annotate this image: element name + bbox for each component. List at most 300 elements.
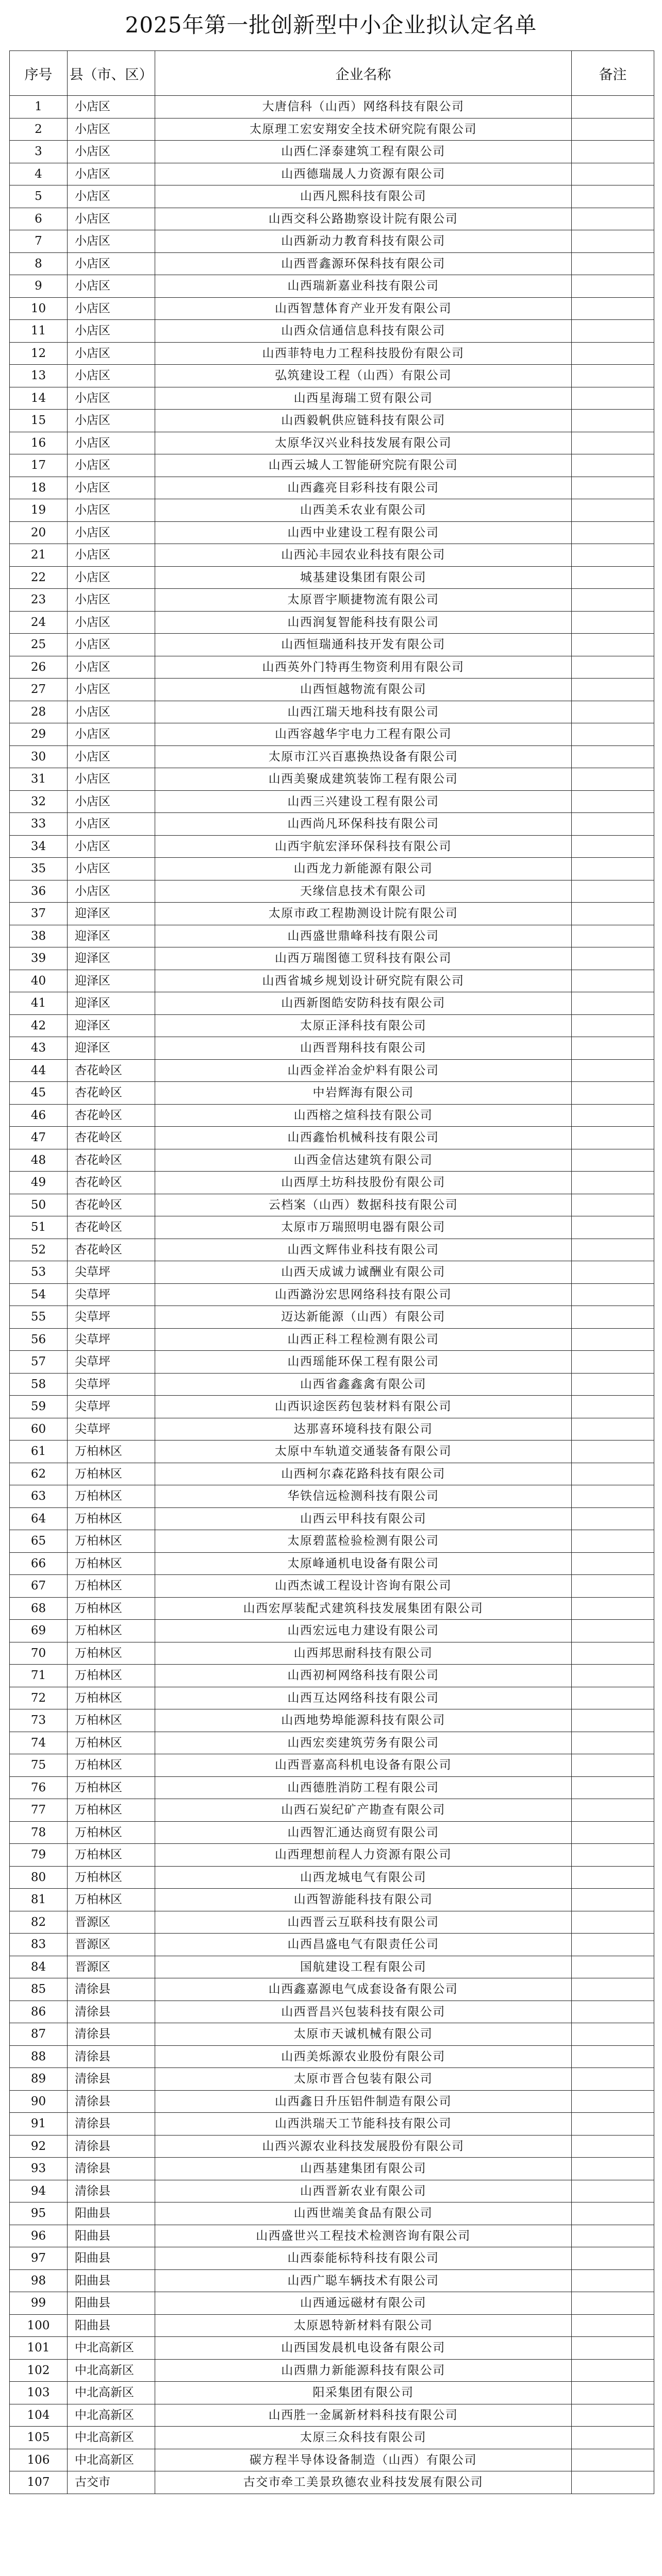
row-number: 88 bbox=[10, 2045, 68, 2068]
row-remark bbox=[572, 903, 654, 925]
row-remark bbox=[572, 2292, 654, 2315]
row-company-name: 山西英外门特再生物资利用有限公司 bbox=[155, 656, 572, 679]
row-county: 小店区 bbox=[68, 141, 155, 163]
row-remark bbox=[572, 1866, 654, 1889]
row-number: 40 bbox=[10, 970, 68, 992]
row-company-name: 太原中车轨道交通装备有限公司 bbox=[155, 1440, 572, 1463]
table-row bbox=[10, 2382, 654, 2404]
row-county: 万柏林区 bbox=[68, 1821, 155, 1844]
row-number: 94 bbox=[10, 2180, 68, 2202]
row-number: 69 bbox=[10, 1620, 68, 1642]
row-remark bbox=[572, 1687, 654, 1709]
row-company-name: 弘筑建设工程（山西）有限公司 bbox=[155, 365, 572, 387]
row-company-name: 山西尚凡环保科技有限公司 bbox=[155, 813, 572, 836]
row-county: 小店区 bbox=[68, 634, 155, 656]
row-number: 101 bbox=[10, 2337, 68, 2360]
row-number: 38 bbox=[10, 925, 68, 947]
row-county: 清徐县 bbox=[68, 2180, 155, 2202]
row-county: 小店区 bbox=[68, 208, 155, 230]
table-row bbox=[10, 835, 654, 858]
row-county: 小店区 bbox=[68, 185, 155, 208]
table-row bbox=[10, 1889, 654, 1911]
row-county: 万柏林区 bbox=[68, 1530, 155, 1553]
row-company-name: 山西新图皓安防科技有限公司 bbox=[155, 992, 572, 1015]
row-company-name: 太原市天诚机械有限公司 bbox=[155, 2023, 572, 2046]
row-company-name: 山西宏厚装配式建筑科技发展集团有限公司 bbox=[155, 1597, 572, 1620]
row-remark bbox=[572, 1104, 654, 1127]
table-row bbox=[10, 880, 654, 903]
row-county: 杏花岭区 bbox=[68, 1239, 155, 1261]
row-county: 万柏林区 bbox=[68, 1463, 155, 1485]
row-remark bbox=[572, 365, 654, 387]
table-row bbox=[10, 544, 654, 567]
row-county: 万柏林区 bbox=[68, 1687, 155, 1709]
row-county: 小店区 bbox=[68, 589, 155, 612]
row-county: 小店区 bbox=[68, 387, 155, 410]
row-county: 小店区 bbox=[68, 790, 155, 813]
row-company-name: 山西胜一金属新材料科技有限公司 bbox=[155, 2404, 572, 2427]
row-company-name: 山西毅帆供应链科技有限公司 bbox=[155, 410, 572, 432]
row-county: 清徐县 bbox=[68, 1978, 155, 2001]
table-row bbox=[10, 96, 654, 118]
row-county: 小店区 bbox=[68, 230, 155, 253]
row-remark bbox=[572, 2449, 654, 2471]
row-county: 迎泽区 bbox=[68, 1037, 155, 1060]
row-county: 尖草坪 bbox=[68, 1328, 155, 1351]
row-county: 尖草坪 bbox=[68, 1261, 155, 1284]
row-number: 36 bbox=[10, 880, 68, 903]
row-remark bbox=[572, 1934, 654, 1956]
row-remark bbox=[572, 1956, 654, 1978]
row-county: 万柏林区 bbox=[68, 1776, 155, 1799]
row-company-name: 山西众信通信息科技有限公司 bbox=[155, 320, 572, 343]
row-company-name: 山西智汇通达商贸有限公司 bbox=[155, 1821, 572, 1844]
row-county: 小店区 bbox=[68, 432, 155, 454]
row-company-name: 山西盛世兴工程技术检测咨询有限公司 bbox=[155, 2225, 572, 2247]
row-number: 68 bbox=[10, 1597, 68, 1620]
row-county: 杏花岭区 bbox=[68, 1082, 155, 1105]
row-remark bbox=[572, 2337, 654, 2360]
table-row bbox=[10, 1328, 654, 1351]
row-county: 尖草坪 bbox=[68, 1373, 155, 1396]
row-county: 阳曲县 bbox=[68, 2292, 155, 2315]
row-company-name: 山西鑫嘉源电气成套设备有限公司 bbox=[155, 1978, 572, 2001]
row-remark bbox=[572, 1911, 654, 1934]
row-remark bbox=[572, 410, 654, 432]
row-remark bbox=[572, 1306, 654, 1329]
row-number: 10 bbox=[10, 297, 68, 320]
row-county: 尖草坪 bbox=[68, 1306, 155, 1329]
row-remark bbox=[572, 1351, 654, 1374]
row-remark bbox=[572, 1261, 654, 1284]
table-row bbox=[10, 2404, 654, 2427]
row-county: 万柏林区 bbox=[68, 1754, 155, 1777]
row-company-name: 山西江瑞天地科技有限公司 bbox=[155, 701, 572, 723]
row-remark bbox=[572, 1620, 654, 1642]
table-row bbox=[10, 1216, 654, 1239]
row-number: 24 bbox=[10, 611, 68, 634]
row-company-name: 山西凡熙科技有限公司 bbox=[155, 185, 572, 208]
table-row bbox=[10, 2269, 654, 2292]
row-number: 8 bbox=[10, 252, 68, 275]
row-county: 小店区 bbox=[68, 320, 155, 343]
row-remark bbox=[572, 2247, 654, 2270]
row-company-name: 山西瑞新嘉业科技有限公司 bbox=[155, 275, 572, 298]
header-remark: 备注 bbox=[572, 51, 654, 96]
row-remark bbox=[572, 2135, 654, 2158]
row-number: 81 bbox=[10, 1889, 68, 1911]
row-remark bbox=[572, 1082, 654, 1105]
table-row bbox=[10, 1485, 654, 1508]
row-remark bbox=[572, 2314, 654, 2337]
table-row bbox=[10, 1687, 654, 1709]
row-company-name: 山西晋云互联科技有限公司 bbox=[155, 1911, 572, 1934]
table-row bbox=[10, 2471, 654, 2494]
row-remark bbox=[572, 1396, 654, 1418]
row-remark bbox=[572, 790, 654, 813]
row-remark bbox=[572, 992, 654, 1015]
row-remark bbox=[572, 1665, 654, 1687]
row-company-name: 达那喜环境科技有限公司 bbox=[155, 1418, 572, 1440]
row-remark bbox=[572, 163, 654, 185]
row-county: 小店区 bbox=[68, 521, 155, 544]
table-row bbox=[10, 947, 654, 970]
row-remark bbox=[572, 499, 654, 522]
row-number: 51 bbox=[10, 1216, 68, 1239]
row-company-name: 山西宇航宏泽环保科技有限公司 bbox=[155, 835, 572, 858]
table-row bbox=[10, 1575, 654, 1598]
row-county: 杏花岭区 bbox=[68, 1104, 155, 1127]
table-row bbox=[10, 1440, 654, 1463]
row-county: 小店区 bbox=[68, 252, 155, 275]
table-body bbox=[10, 96, 654, 2494]
row-county: 尖草坪 bbox=[68, 1396, 155, 1418]
row-county: 晋源区 bbox=[68, 1911, 155, 1934]
row-remark bbox=[572, 275, 654, 298]
row-remark bbox=[572, 1821, 654, 1844]
table-row bbox=[10, 432, 654, 454]
row-remark bbox=[572, 2427, 654, 2449]
row-number: 95 bbox=[10, 2202, 68, 2225]
table-row bbox=[10, 454, 654, 477]
row-company-name: 山西美禾农业有限公司 bbox=[155, 499, 572, 522]
row-county: 阳曲县 bbox=[68, 2314, 155, 2337]
row-remark bbox=[572, 521, 654, 544]
table-row bbox=[10, 1104, 654, 1127]
row-number: 20 bbox=[10, 521, 68, 544]
table-row bbox=[10, 1261, 654, 1284]
row-county: 万柏林区 bbox=[68, 1732, 155, 1754]
row-company-name: 太原市晋合包装有限公司 bbox=[155, 2068, 572, 2091]
row-county: 迎泽区 bbox=[68, 947, 155, 970]
row-remark bbox=[572, 1485, 654, 1508]
table-row bbox=[10, 521, 654, 544]
table-row bbox=[10, 1373, 654, 1396]
row-number: 47 bbox=[10, 1127, 68, 1149]
row-remark bbox=[572, 589, 654, 612]
row-company-name: 山西新动力教育科技有限公司 bbox=[155, 230, 572, 253]
table-row bbox=[10, 2359, 654, 2382]
row-company-name: 山西金祥冶金炉料有限公司 bbox=[155, 1059, 572, 1082]
table-row bbox=[10, 1418, 654, 1440]
row-number: 93 bbox=[10, 2158, 68, 2180]
row-company-name: 山西泰能标特科技有限公司 bbox=[155, 2247, 572, 2270]
row-company-name: 太原市万瑞照明电器有限公司 bbox=[155, 1216, 572, 1239]
row-remark bbox=[572, 297, 654, 320]
row-county: 杏花岭区 bbox=[68, 1149, 155, 1172]
row-number: 9 bbox=[10, 275, 68, 298]
row-county: 尖草坪 bbox=[68, 1283, 155, 1306]
row-company-name: 山西昌盛电气有限责任公司 bbox=[155, 1934, 572, 1956]
row-company-name: 山西洪瑞天工节能科技有限公司 bbox=[155, 2113, 572, 2136]
row-remark bbox=[572, 835, 654, 858]
table-row bbox=[10, 342, 654, 365]
row-company-name: 山西瑶能环保工程有限公司 bbox=[155, 1351, 572, 1374]
row-number: 57 bbox=[10, 1351, 68, 1374]
row-number: 99 bbox=[10, 2292, 68, 2315]
row-number: 90 bbox=[10, 2090, 68, 2113]
row-county: 小店区 bbox=[68, 499, 155, 522]
row-county: 小店区 bbox=[68, 477, 155, 499]
row-county: 小店区 bbox=[68, 656, 155, 679]
row-number: 72 bbox=[10, 1687, 68, 1709]
row-remark bbox=[572, 544, 654, 567]
table-row bbox=[10, 1978, 654, 2001]
table-row bbox=[10, 1127, 654, 1149]
row-county: 万柏林区 bbox=[68, 1709, 155, 1732]
row-number: 55 bbox=[10, 1306, 68, 1329]
row-county: 小店区 bbox=[68, 297, 155, 320]
row-company-name: 太原峰通机电设备有限公司 bbox=[155, 1552, 572, 1575]
table-row bbox=[10, 2023, 654, 2046]
row-number: 49 bbox=[10, 1172, 68, 1194]
row-county: 小店区 bbox=[68, 544, 155, 567]
table-row bbox=[10, 1597, 654, 1620]
row-county: 杏花岭区 bbox=[68, 1194, 155, 1216]
row-county: 小店区 bbox=[68, 118, 155, 141]
row-company-name: 山西天成诚力诚酬业有限公司 bbox=[155, 1261, 572, 1284]
table-row bbox=[10, 387, 654, 410]
table-row bbox=[10, 679, 654, 701]
row-remark bbox=[572, 2001, 654, 2023]
row-county: 万柏林区 bbox=[68, 1889, 155, 1911]
row-number: 70 bbox=[10, 1642, 68, 1665]
row-company-name: 山西省城乡规划设计研究院有限公司 bbox=[155, 970, 572, 992]
table-row bbox=[10, 1283, 654, 1306]
table-row bbox=[10, 2090, 654, 2113]
row-remark bbox=[572, 1059, 654, 1082]
table-row bbox=[10, 1530, 654, 1553]
row-company-name: 山西龙力新能源有限公司 bbox=[155, 858, 572, 880]
row-remark bbox=[572, 970, 654, 992]
row-remark bbox=[572, 656, 654, 679]
row-company-name: 山西兴源农业科技发展股份有限公司 bbox=[155, 2135, 572, 2158]
row-county: 万柏林区 bbox=[68, 1620, 155, 1642]
row-company-name: 太原碧蓝检验检测有限公司 bbox=[155, 1530, 572, 1553]
row-company-name: 山西晋鑫源环保科技有限公司 bbox=[155, 252, 572, 275]
row-number: 41 bbox=[10, 992, 68, 1015]
row-county: 小店区 bbox=[68, 813, 155, 836]
row-number: 45 bbox=[10, 1082, 68, 1105]
row-number: 12 bbox=[10, 342, 68, 365]
row-number: 5 bbox=[10, 185, 68, 208]
row-remark bbox=[572, 2359, 654, 2382]
row-county: 中北高新区 bbox=[68, 2404, 155, 2427]
table-row bbox=[10, 365, 654, 387]
row-company-name: 山西盛世鼎峰科技有限公司 bbox=[155, 925, 572, 947]
row-county: 小店区 bbox=[68, 723, 155, 746]
row-county: 尖草坪 bbox=[68, 1418, 155, 1440]
table-row bbox=[10, 2113, 654, 2136]
row-remark bbox=[572, 1014, 654, 1037]
table-row bbox=[10, 1172, 654, 1194]
row-remark bbox=[572, 2269, 654, 2292]
table-row bbox=[10, 2292, 654, 2315]
table-row bbox=[10, 656, 654, 679]
row-remark bbox=[572, 880, 654, 903]
row-company-name: 山西榕之煊科技有限公司 bbox=[155, 1104, 572, 1127]
row-company-name: 山西宏远电力建设有限公司 bbox=[155, 1620, 572, 1642]
row-number: 106 bbox=[10, 2449, 68, 2471]
row-number: 19 bbox=[10, 499, 68, 522]
row-company-name: 山西晋新农业有限公司 bbox=[155, 2180, 572, 2202]
table-row bbox=[10, 297, 654, 320]
row-number: 91 bbox=[10, 2113, 68, 2136]
row-company-name: 山西理想前程人力资源有限公司 bbox=[155, 1844, 572, 1867]
row-county: 万柏林区 bbox=[68, 1642, 155, 1665]
row-number: 50 bbox=[10, 1194, 68, 1216]
row-number: 6 bbox=[10, 208, 68, 230]
table-row bbox=[10, 992, 654, 1015]
row-number: 100 bbox=[10, 2314, 68, 2337]
row-county: 晋源区 bbox=[68, 1956, 155, 1978]
row-company-name: 山西石炭纪矿产勘查有限公司 bbox=[155, 1799, 572, 1822]
row-county: 晋源区 bbox=[68, 1934, 155, 1956]
table-row bbox=[10, 2225, 654, 2247]
row-number: 97 bbox=[10, 2247, 68, 2270]
row-company-name: 山西美聚成建筑装饰工程有限公司 bbox=[155, 768, 572, 791]
row-county: 杏花岭区 bbox=[68, 1059, 155, 1082]
row-remark bbox=[572, 320, 654, 343]
row-county: 万柏林区 bbox=[68, 1866, 155, 1889]
row-company-name: 山西杰诚工程设计咨询有限公司 bbox=[155, 1575, 572, 1598]
row-number: 11 bbox=[10, 320, 68, 343]
table-row bbox=[10, 410, 654, 432]
row-company-name: 山西广聪车辆技术有限公司 bbox=[155, 2269, 572, 2292]
row-number: 37 bbox=[10, 903, 68, 925]
table-row bbox=[10, 1754, 654, 1777]
row-company-name: 太原正泽科技有限公司 bbox=[155, 1014, 572, 1037]
row-remark bbox=[572, 768, 654, 791]
row-remark bbox=[572, 745, 654, 768]
row-remark bbox=[572, 208, 654, 230]
row-company-name: 城基建设集团有限公司 bbox=[155, 566, 572, 589]
row-county: 万柏林区 bbox=[68, 1665, 155, 1687]
row-county: 杏花岭区 bbox=[68, 1216, 155, 1239]
row-county: 小店区 bbox=[68, 679, 155, 701]
row-number: 33 bbox=[10, 813, 68, 836]
table-row bbox=[10, 2337, 654, 2360]
table-row bbox=[10, 2135, 654, 2158]
row-number: 102 bbox=[10, 2359, 68, 2382]
row-remark bbox=[572, 858, 654, 880]
row-company-name: 山西三兴建设工程有限公司 bbox=[155, 790, 572, 813]
table-row bbox=[10, 1620, 654, 1642]
row-county: 中北高新区 bbox=[68, 2382, 155, 2404]
enterprise-list-table bbox=[9, 50, 654, 2494]
row-company-name: 太原晋宇顺捷物流有限公司 bbox=[155, 589, 572, 612]
row-number: 43 bbox=[10, 1037, 68, 1060]
table-row bbox=[10, 813, 654, 836]
row-company-name: 中岩辉海有限公司 bbox=[155, 1082, 572, 1105]
row-county: 万柏林区 bbox=[68, 1799, 155, 1822]
row-company-name: 山西国发晨机电设备有限公司 bbox=[155, 2337, 572, 2360]
row-company-name: 国航建设工程有限公司 bbox=[155, 1956, 572, 1978]
row-county: 迎泽区 bbox=[68, 970, 155, 992]
header-no: 序号 bbox=[10, 51, 68, 96]
row-county: 清徐县 bbox=[68, 2158, 155, 2180]
row-number: 32 bbox=[10, 790, 68, 813]
row-company-name: 山西柯尔森花路科技有限公司 bbox=[155, 1463, 572, 1485]
row-remark bbox=[572, 1239, 654, 1261]
row-county: 迎泽区 bbox=[68, 925, 155, 947]
table-row bbox=[10, 230, 654, 253]
row-number: 104 bbox=[10, 2404, 68, 2427]
table-row bbox=[10, 1082, 654, 1105]
row-number: 103 bbox=[10, 2382, 68, 2404]
row-remark bbox=[572, 1328, 654, 1351]
table-row bbox=[10, 1239, 654, 1261]
table-row bbox=[10, 477, 654, 499]
row-company-name: 山西识途医药包装材料有限公司 bbox=[155, 1396, 572, 1418]
row-company-name: 天缘信息技术有限公司 bbox=[155, 880, 572, 903]
row-remark bbox=[572, 1530, 654, 1553]
row-remark bbox=[572, 2158, 654, 2180]
table-row bbox=[10, 1732, 654, 1754]
table-row bbox=[10, 1821, 654, 1844]
row-company-name: 太原三众科技有限公司 bbox=[155, 2427, 572, 2449]
row-number: 53 bbox=[10, 1261, 68, 1284]
row-company-name: 华铁信远检测科技有限公司 bbox=[155, 1485, 572, 1508]
row-remark bbox=[572, 342, 654, 365]
row-company-name: 迈达新能源（山西）有限公司 bbox=[155, 1306, 572, 1329]
row-number: 61 bbox=[10, 1440, 68, 1463]
row-remark bbox=[572, 1709, 654, 1732]
table-row bbox=[10, 903, 654, 925]
row-company-name: 山西恒越物流有限公司 bbox=[155, 679, 572, 701]
row-company-name: 太原恩特新材料有限公司 bbox=[155, 2314, 572, 2337]
row-county: 小店区 bbox=[68, 342, 155, 365]
row-remark bbox=[572, 1642, 654, 1665]
table-row bbox=[10, 2202, 654, 2225]
row-number: 31 bbox=[10, 768, 68, 791]
row-remark bbox=[572, 634, 654, 656]
row-number: 28 bbox=[10, 701, 68, 723]
row-county: 万柏林区 bbox=[68, 1552, 155, 1575]
row-number: 107 bbox=[10, 2471, 68, 2494]
row-number: 84 bbox=[10, 1956, 68, 1978]
table-row bbox=[10, 768, 654, 791]
row-county: 小店区 bbox=[68, 701, 155, 723]
row-number: 89 bbox=[10, 2068, 68, 2091]
table-row bbox=[10, 1866, 654, 1889]
row-number: 39 bbox=[10, 947, 68, 970]
table-row bbox=[10, 1351, 654, 1374]
row-remark bbox=[572, 1844, 654, 1867]
row-company-name: 山西晋嘉高科机电设备有限公司 bbox=[155, 1754, 572, 1777]
row-number: 98 bbox=[10, 2269, 68, 2292]
row-number: 23 bbox=[10, 589, 68, 612]
